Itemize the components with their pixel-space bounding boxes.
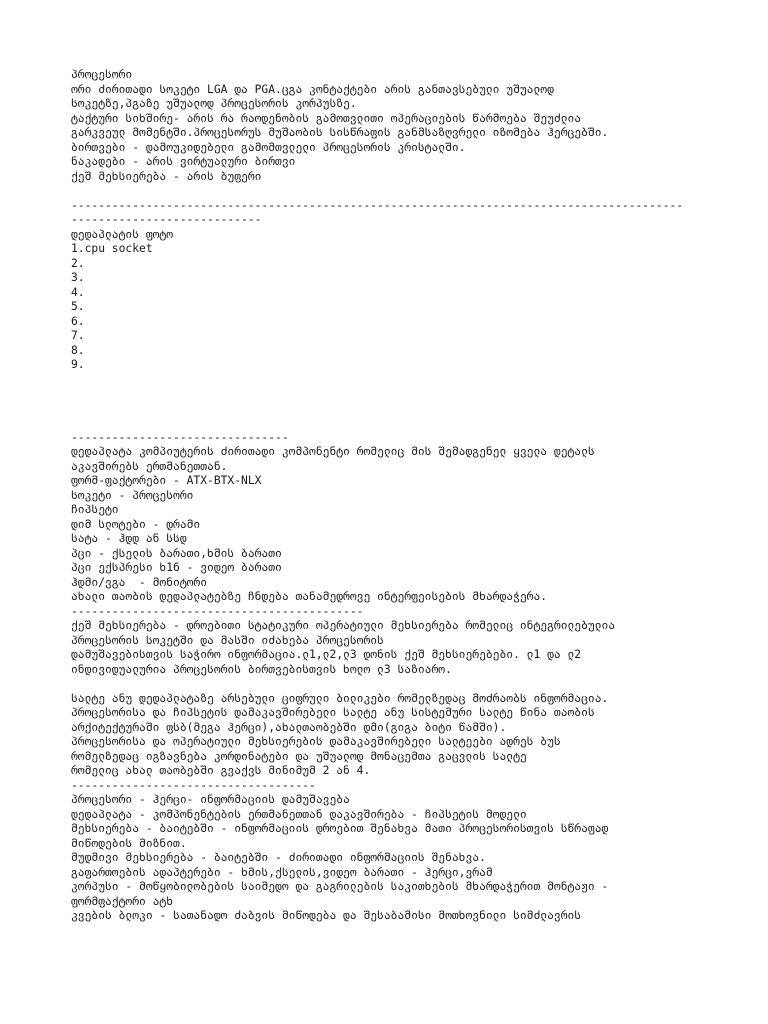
- components-line: პცი - ქსელის ბარათი,ხმის ბარათი: [71, 546, 282, 560]
- photo-section: [71, 228, 761, 373]
- bus-section: [71, 692, 761, 779]
- separator-line: ------------------------------------: [71, 778, 316, 792]
- functions-line: მეხსიერება - ბაიტებში - ინფორმაციის დროებით შენახვა მათი პროცესორისთვის სწრაფად: [71, 822, 609, 835]
- functions-line: მუდმივი მეხსიერება - ბაიტებში - ძირითადი ინფორმაციის შენახვა.: [71, 851, 486, 864]
- components-line: დედაპლატა კომპიუტერის ძირითადი კომპონენტი რომელიც მის შემადგენელ ყველა დეტალს: [71, 445, 595, 458]
- components-line: ახალი თაობის დედაპლატებზე ჩნდება თანამედროვე ინტერფეისების მხარდაჭერა.: [71, 590, 548, 603]
- intro-line: ორი ძირითადი სოკეტი LGA და PGA.ცგა კონტაქტები არის განთავსებული უშუალოდ: [71, 82, 554, 96]
- functions-line: პროცესორი - ჰერცი- ინფორმაციის დამუშავება: [71, 793, 350, 806]
- list-item: 9.: [71, 358, 85, 371]
- spacer: [71, 373, 761, 431]
- components-line: დიმ სლოტები - დრამი: [71, 517, 201, 531]
- components-line: ჩიპსეტი: [71, 503, 119, 516]
- components-line: სოკეტი - პროცესორი: [71, 488, 194, 502]
- list-item: 2.: [71, 256, 85, 270]
- components-section: [71, 445, 761, 605]
- list-item: 3.: [71, 271, 85, 284]
- functions-line: კორპუსი - მოწყობილობების საიმედო და გაგრილების საკითხების მხარდაჭერით მონტაჟი -: [71, 880, 609, 893]
- functions-line: დედაპლატა - კომპონენტების ერთმანეთთან დაკავშირება - ჩიპსეტის მოდელი: [71, 807, 527, 821]
- functions-line: კვების ბლოკი - სათანადო ძაბვის მიწოდება და შესაბამისი მოთხოვნილი სიმძლავრის: [71, 909, 582, 922]
- separator-line: ----------------------------: [71, 213, 262, 226]
- list-item: 7.: [71, 329, 85, 342]
- list-item: 8.: [71, 343, 85, 357]
- functions-line: გაფართოების ადაპტერები - ხმის,ქსელის,ვიდეო ბარათი - ჰერცი,ვრამ: [71, 865, 493, 879]
- bus-line: სალტე ანუ დედაპლატაზე არსებული ციფრული ბილიკები რომელზედაც მოძრაობს ინფორმაცია.: [71, 691, 609, 705]
- components-line: ჰდმი/ვგა - მონიტორი: [71, 575, 208, 589]
- list-item: 6.: [71, 314, 85, 328]
- separator-line: ------------------------------------------------------------------------------------------: [71, 198, 684, 212]
- cache-line: ქეშ მეხსიერება - დროებითი სტატიკური ოპერატიული მეხსიერება რომელიც ინტეგრილებულია: [71, 619, 616, 632]
- photo-section-title: დედაპლატის ფოტო: [71, 227, 174, 241]
- components-line: ფორმ-ფაქტორები - ATX-BTX-NLX: [71, 474, 262, 487]
- intro-line: სოკეტზე,პგაზე უშუალოდ პროცესორის კორპუსზე.: [71, 97, 357, 110]
- separator-line: -------------------------------------------: [71, 604, 364, 618]
- components-line: აკავშირებს ერთმანეთთან.: [71, 459, 228, 473]
- intro-heading: პროცესორი: [71, 68, 133, 81]
- cache-line: პროცესორის სოკეტში და მასში იძახება პროცესორის: [71, 633, 384, 647]
- separator-line: --------------------------------: [71, 430, 289, 444]
- intro-line: ტაქტური სიხშირე- არის რა რაოდენობის გამოთვლითი ოპერაციების წარმოება შეუძლია: [71, 111, 582, 125]
- functions-line: მიწოდების მიზნით.: [71, 836, 187, 850]
- document-body: [71, 68, 761, 924]
- bus-line: რომელზედაც იგზავნება კორდინატები და უშუალოდ მონაცემთა გაცვლის სალტე: [71, 749, 527, 763]
- list-item: 5.: [71, 300, 85, 313]
- cache-section: [71, 619, 761, 677]
- list-item: 1.cpu socket: [71, 242, 153, 255]
- cache-line: დამუშავებისთვის საჭირო ინფორმაცია.ლ1,ლ2,ლ3 დონის ქეშ მეხსიერებები. ლ1 და ლ2: [71, 648, 582, 661]
- intro-line: ბირთვები - დამოუკიდებელი გამომთვლელი პროცესორის კრისტალში.: [71, 140, 466, 154]
- intro-section: [71, 68, 761, 184]
- bus-line: პროცესორისა და ოპერატიული მეხსიერების დამაკავშირებელი სალტეები ადრეს ბუს: [71, 735, 561, 748]
- intro-line: ქეშ მეხსიერება - არის ბუფერი: [71, 169, 262, 183]
- spacer: [71, 677, 761, 692]
- functions-line: ფორმფაქტორი ატხ: [71, 894, 174, 908]
- bus-line: რომელიც ახალ თაობებში გვაქვს მინიმუმ 2 ან 4.: [71, 764, 371, 777]
- intro-line: გარკვეულ მომენტში.პროცესორუს მუშაობის სისწრაფის განმსაზღვრელი იზომება ჰერცებში.: [71, 126, 609, 139]
- list-item: 4.: [71, 285, 85, 299]
- bus-line: პროცესორისა და ჩიპსეტის დამაკავშირებელი სალტე ანუ სისტემური სალტე წინა თაობის: [71, 706, 595, 719]
- components-line: სატა - ჰდდ ან სსდ: [71, 532, 187, 545]
- functions-section: [71, 793, 761, 924]
- components-line: პცი ექსპრესი ხ16 - ვიდეო ბარათი: [71, 561, 282, 574]
- intro-line: ნაკადები - არის ვირტუალური ბირთვი: [71, 155, 296, 168]
- bus-line: არქიტექტურაში ფსბ(მეგა ჰერცი),ახალთაობებში დმი(გიგა ბიტი წამში).: [71, 720, 507, 734]
- cache-line: ინდივიდუალურია პროცესორის ბირთვებისთვის ხოლო ლ3 საზიარო.: [71, 662, 452, 676]
- spacer: [71, 184, 761, 199]
